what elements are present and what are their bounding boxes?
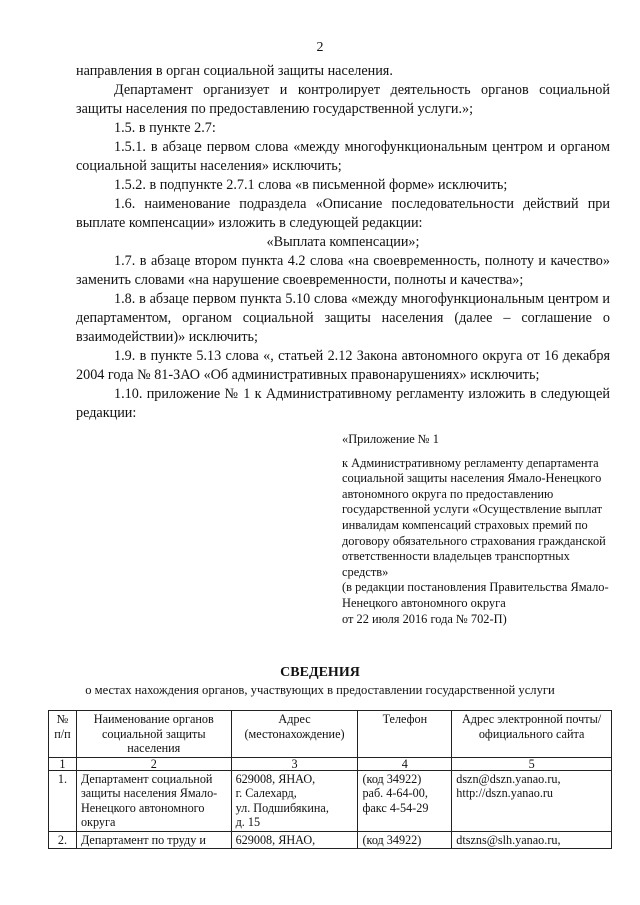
- table-header: Адрес электронной почты/ официального сайта: [452, 711, 612, 758]
- table-row: [49, 770, 612, 831]
- document-body: [76, 62, 610, 423]
- table-header: Наименование органов социальной защиты населения: [76, 711, 231, 758]
- table-header: № п/п: [49, 711, 77, 758]
- address-line: г. Салехард,: [235, 786, 297, 800]
- email-line: dtszns@slh.yanao.ru,: [456, 832, 561, 847]
- row-number: 2.: [49, 831, 77, 849]
- paragraph: 1.5.1. в абзаце первом слова «между многофункциональным центром и органом социальной защиты населения» исключить;: [76, 139, 610, 174]
- section-title: СВЕДЕНИЯ: [280, 665, 360, 680]
- address-line: д. 15: [235, 815, 261, 829]
- address-line: 629008, ЯНАО,: [235, 771, 316, 786]
- appendix-header: [342, 432, 612, 627]
- phone-line: факс 4-54-29: [362, 800, 429, 815]
- address-line: 629008, ЯНАО,: [235, 832, 316, 847]
- organ-name: Департамент социальной защиты населения Ямало-Ненецкого автономного округа: [76, 770, 231, 831]
- website-line: http://dszn.yanao.ru: [456, 786, 554, 800]
- address-cell: [231, 770, 358, 831]
- places-table: [48, 710, 612, 849]
- column-number: 2: [76, 757, 231, 770]
- phone-line: (код 34922): [362, 771, 422, 786]
- appendix-line: к Административному регламенту департамента социальной защиты населения Ямало-Ненецкого автономного округа по предоставлению государственной услуги «Осуществление выплат инвалидам компенсаций страховых премий по договору обязательного страхования гражданской ответственности владельцев транспортных средств»: [342, 455, 606, 579]
- email-cell: [452, 770, 612, 831]
- column-number-row: [49, 757, 612, 770]
- paragraph: 1.9. в пункте 5.13 слова «, статьей 2.12 Закона автономного округа от 16 декабря 2004 года № 81-ЗАО «Об административных правонарушениях» исключить;: [76, 348, 610, 383]
- appendix-line: от 22 июля 2016 года № 702-П): [342, 611, 507, 626]
- table-header-row: [49, 711, 612, 758]
- table-header: Телефон: [358, 711, 452, 758]
- section-subtitle: о местах нахождения органов, участвующих в предоставлении государственной услуги: [85, 683, 555, 697]
- phone-line: (код 34922): [362, 832, 422, 847]
- column-number: 3: [231, 757, 358, 770]
- paragraph: 1.8. в абзаце первом пункта 5.10 слова «между многофункциональным центром и департаментом, органом социальной защиты населения (далее – соглашение о взаимодействии)» исключить;: [76, 291, 610, 345]
- paragraph: Департамент организует и контролирует деятельность органов социальной защиты населения по предоставлению государственной услуги.»;: [76, 82, 610, 117]
- paragraph: 1.6. наименование подраздела «Описание последовательности действий при выплате компенсации» изложить в следующей редакции:: [76, 196, 610, 231]
- table-header: Адрес (местонахождение): [231, 711, 358, 758]
- table-row: [49, 831, 612, 849]
- row-number: 1.: [49, 770, 77, 831]
- paragraph: 1.7. в абзаце втором пункта 4.2 слова «на своевременность, полноту и качество» заменить словами «на нарушение своевременности, полноты и качества»;: [76, 253, 610, 288]
- address-line: ул. Подшибякина,: [235, 800, 329, 815]
- phone-cell: [358, 770, 452, 831]
- paragraph: 1.5. в пункте 2.7:: [114, 120, 216, 136]
- column-number: 5: [452, 757, 612, 770]
- paragraph: 1.10. приложение № 1 к Административному регламенту изложить в следующей редакции:: [76, 386, 610, 421]
- appendix-line: (в редакции постановления Правительства Ямало-Ненецкого автономного округа: [342, 580, 609, 610]
- phone-cell: [358, 831, 452, 849]
- organ-name: Департамент по труду и: [76, 831, 231, 849]
- column-number: 1: [49, 757, 77, 770]
- appendix-title: «Приложение № 1: [342, 432, 439, 446]
- paragraph: 1.5.2. в подпункте 2.7.1 слова «в письменной форме» исключить;: [114, 177, 508, 193]
- column-number: 4: [358, 757, 452, 770]
- email-line: dszn@dszn.yanao.ru,: [456, 771, 561, 786]
- paragraph: направления в орган социальной защиты населения.: [76, 63, 393, 79]
- page-number: 2: [316, 40, 324, 55]
- phone-line: раб. 4-64-00,: [362, 786, 428, 800]
- paragraph: «Выплата компенсации»;: [266, 234, 420, 250]
- email-cell: [452, 831, 612, 849]
- address-cell: [231, 831, 358, 849]
